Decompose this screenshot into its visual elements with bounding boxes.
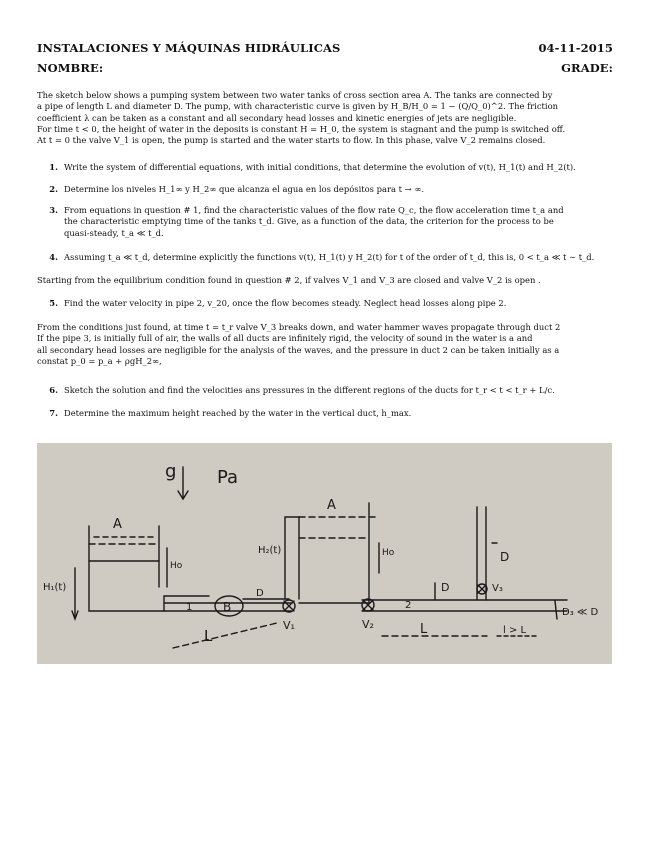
h0-right-label: Ho [382,548,395,558]
question-1: 1. Write the system of differential equations, with initial conditions, that determine the evolution of v(t), H_1(t) and H_2(t). [49,162,576,172]
exam-date: 04-11-2015 [538,41,613,55]
transition-text-1: Starting from the equilibrium condition found in question # 2, if valves V_1 and V_3 are closed and valve V_2 is open . [37,275,541,285]
intro-line: coefficient λ can be taken as a constant and all secondary head losses and kinetic energies of jets are negligible. [37,112,517,123]
d-top-label: D [500,550,510,564]
intro-line: For time t < 0, the height of water in the deposits is constant H = H_0, the system is stagnant and the pump is switched off. [37,123,566,134]
pipe-2-label: 2 [405,600,412,611]
l-greater-label: l > L [503,625,527,636]
intro-line: a pipe of length L and diameter D. The pump, with characteristic curve is given by H_B/H_0 = 1 − (Q/Q_0)^2. The friction [37,101,559,112]
pipe-1-label: 1 [186,602,193,613]
intro-line: At t = 0 the valve V_1 is open, the pump is started and the water starts to flow. In this phase, valve V_2 remains closed. [37,135,546,146]
right-tank-stand [285,517,299,599]
question-3: 3. From equations in question # 1, find the characteristic values of the flow rate Q_c, the flow acceleration time t_a and the characteristic emptying time of the tanks t_d. Give, as a function of the data, the criterion for the process to be quasi-steady, t_a ≪ t_d. [49,205,564,238]
h2-label: H₂(t) [258,545,282,556]
h0-left-label: Ho [170,561,183,571]
v3-label: V₃ [492,583,503,594]
transition-text-2: From the conditions just found, at time t = t_r valve V_3 breaks down, and water hammer waves propagate through duct 2 If the pipe 3, is initially full of air, the walls of all ducts are infinitely rigid, the velocity of sound in the water is a and all secondary head losses are negligible for the analysis of the waves, and the pressure in duct 2 can be taken initially as a constat p_0 = p_a + ρgH_2∞, [37,322,561,366]
v1-label: V₁ [283,619,295,632]
pump-label: B [223,600,232,614]
sketch-drawing [37,443,612,664]
l2-label: L [420,622,428,637]
name-label: NOMBRE: [37,61,104,75]
intro-line: The sketch below shows a pumping system between two water tanks of cross section area A. The tanks are connected by [37,90,553,100]
question-7: 7. Determine the maximum height reached by the water in the vertical duct, h_max. [49,408,412,418]
h1-label: H₁(t) [43,582,67,593]
header-row-1 [37,41,613,55]
question-5: 5. Find the water velocity in pipe 2, v_20, once the flow becomes steady. Neglect head losses along pipe 2. [49,298,507,308]
header-row-2 [37,61,613,75]
d1-label: D [256,588,264,599]
l1-label: L [204,627,213,645]
a-right-label: A [327,498,336,513]
pumping-system-sketch [37,443,612,664]
intro-paragraph [37,90,617,146]
question-2: 2. Determine los niveles H_1∞ y H_2∞ que alcanza el agua en los depósitos para t → ∞. [49,184,424,194]
g-label: g [165,461,177,482]
grade-label: GRADE: [561,61,613,75]
left-tank-wall [89,526,209,611]
sketch-lines [72,467,567,648]
d3-label: D₃ ≪ D [562,607,599,618]
pa-label: Pa [217,467,239,488]
sketch-labels [43,461,599,645]
l1-dimension [173,623,277,648]
course-title: INSTALACIONES Y MÁQUINAS HIDRÁULICAS [37,41,341,55]
d2-label: D [441,581,450,594]
question-4: 4. Assuming t_a ≪ t_d, determine explicitly the functions v(t), H_1(t) y H_2(t) for t of the order of t_d, this is, 0 < t_a ≪ t ∼ t_d. [49,252,595,262]
v2-label: V₂ [362,618,374,631]
a-left-label: A [113,517,122,532]
question-6: 6. Sketch the solution and find the velocities ans pressures in the different regions of the ducts for t_r < t < t_r + L/c. [49,385,555,395]
